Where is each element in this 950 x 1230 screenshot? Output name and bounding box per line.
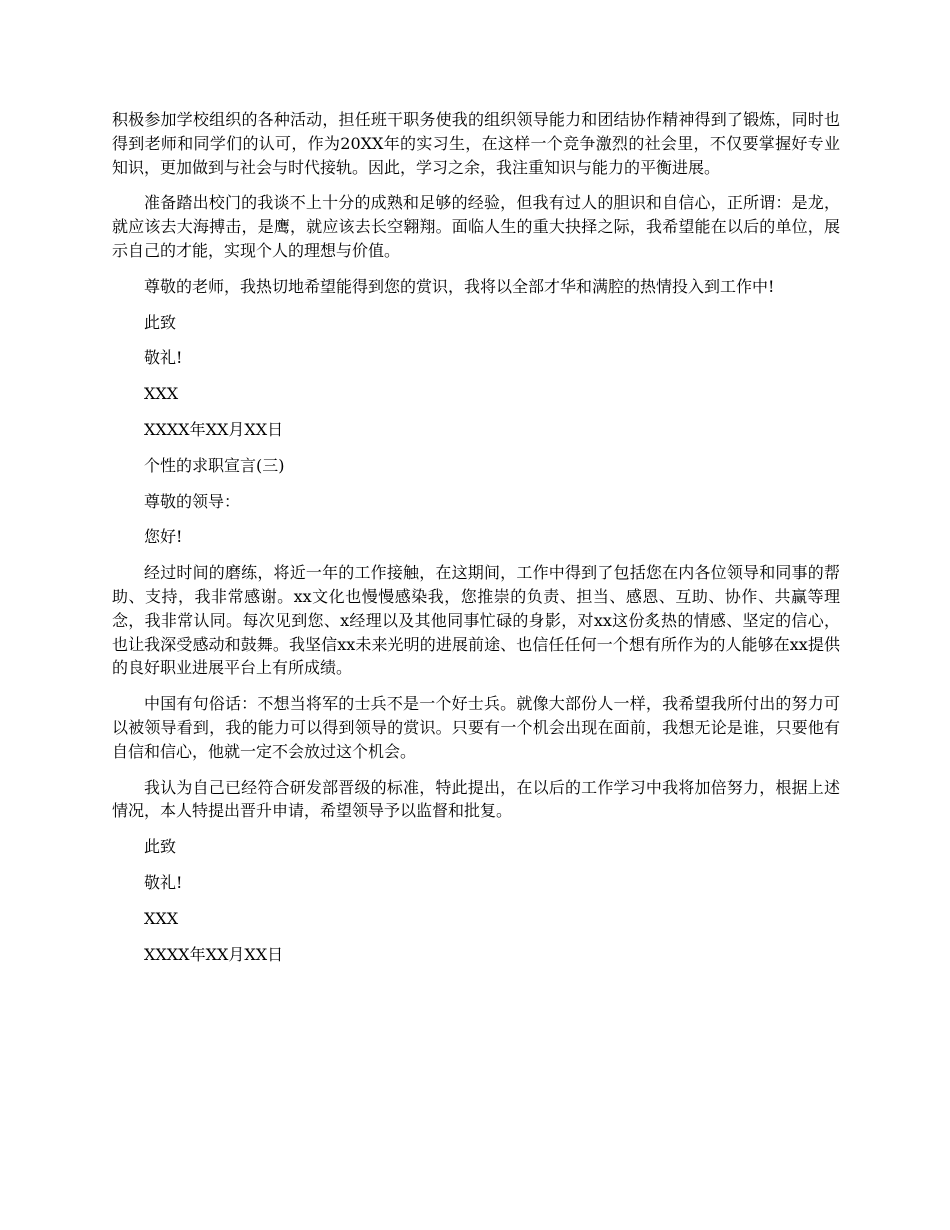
closing-salutation-1: 此致 bbox=[144, 312, 177, 332]
date-2: XXXX年XX月XX日 bbox=[144, 944, 284, 964]
closing-salutation-2: 此致 bbox=[144, 837, 177, 857]
closing-regards-2: 敬礼! bbox=[144, 872, 183, 892]
greeting-hello: 您好! bbox=[144, 527, 183, 547]
paragraph-experience: 经过时间的磨练，将近一年的工作接触，在这期间，工作中得到了包括您在内各位领导和同事的帮助、支持，我非常感谢。xx文化也慢慢感染我，您推崇的负责、担当、感恩、互助、协作、共赢等理念，我非常认同。每次见到您、x经理以及其他同事忙碌的身影，对xx这份炙热的情感、坚定的信心，也让我深受感动和鼓舞。我坚信xx未来光明的进展前途、也信任任何一个想有所作为的人能够在xx提供的良好职业进展平台上有所成绩。 bbox=[112, 563, 840, 678]
closing-regards-1: 敬礼! bbox=[144, 348, 183, 368]
date-1: XXXX年XX月XX日 bbox=[144, 419, 284, 439]
paragraph-confidence: 准备踏出校门的我谈不上十分的成熟和足够的经验，但我有过人的胆识和自信心，正所谓：是龙，就应该去大海搏击，是鹰，就应该去长空翱翔。面临人生的重大抉择之际，我希望能在以后的单位，展示自己的才能，实现个人的理想与价值。 bbox=[112, 193, 840, 260]
greeting-recipient: 尊敬的领导： bbox=[144, 491, 241, 511]
section-title-3: 个性的求职宣言(三) bbox=[144, 455, 285, 475]
paragraph-promotion-request: 我认为自己已经符合研发部晋级的标准，特此提出，在以后的工作学习中我将加倍努力，根据上述情况，本人特提出晋升申请，希望领导予以监督和批复。 bbox=[112, 777, 840, 821]
paragraph-teacher-appeal: 尊敬的老师，我热切地希望能得到您的赏识，我将以全部才华和满腔的热情投入到工作中! bbox=[144, 276, 775, 296]
document-page bbox=[112, 108, 840, 978]
paragraph-intro-continuation: 积极参加学校组织的各种活动，担任班干职务使我的组织领导能力和团结协作精神得到了锻炼，同时也得到老师和同学们的认可，作为20XX年的实习生，在这样一个竞争激烈的社会里，不仅要掌握好专业知识，更加做到与社会与时代接轨。因此，学习之余，我注重知识与能力的平衡进展。 bbox=[112, 110, 840, 177]
signature-2: XXX bbox=[144, 908, 179, 928]
signature-1: XXX bbox=[144, 384, 179, 404]
paragraph-proverb: 中国有句俗话：不想当将军的士兵不是一个好士兵。就像大部份人一样，我希望我所付出的努力可以被领导看到，我的能力可以得到领导的赏识。只要有一个机会出现在面前，我想无论是谁，只要他有自信和信心，他就一定不会放过这个机会。 bbox=[112, 694, 840, 761]
